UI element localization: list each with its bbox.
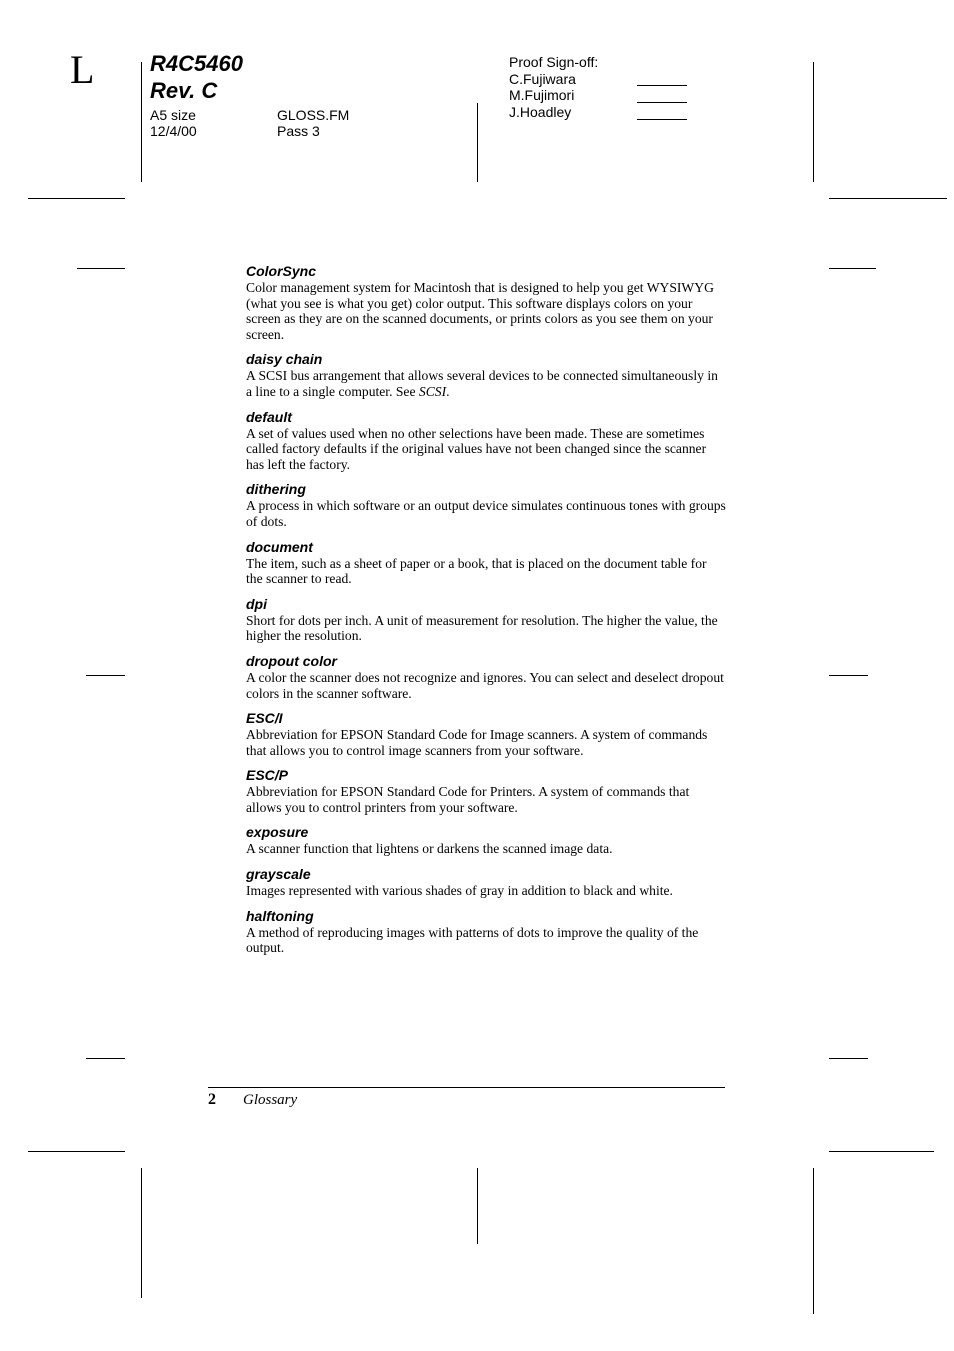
crop-mark-vertical bbox=[477, 1168, 478, 1244]
glossary-entry bbox=[246, 481, 726, 529]
page-number: 2 bbox=[208, 1091, 216, 1108]
glossary-definition: Short for dots per inch. A unit of measurement for resolution. The higher the value, the higher the resolution. bbox=[246, 612, 718, 644]
glossary-entry bbox=[246, 866, 726, 899]
glossary-entry bbox=[246, 409, 726, 473]
crop-mark-horizontal bbox=[28, 198, 125, 199]
crop-mark-horizontal bbox=[28, 1151, 125, 1152]
crop-mark-vertical bbox=[813, 62, 814, 182]
signer-name: C.Fujiwara bbox=[509, 71, 576, 87]
file-label: GLOSS.FM bbox=[277, 107, 350, 123]
glossary-term: grayscale bbox=[246, 866, 311, 883]
glossary-entry bbox=[246, 263, 726, 342]
crop-mark-vertical bbox=[141, 62, 142, 182]
glossary-term: ESC/I bbox=[246, 710, 283, 727]
glossary-definition: Images represented with various shades of gray in addition to black and white. bbox=[246, 883, 673, 899]
model-revision: Rev. C bbox=[150, 78, 218, 103]
crop-mark-horizontal bbox=[829, 268, 876, 269]
glossary-entry bbox=[246, 710, 726, 758]
glossary-definition: The item, such as a sheet of paper or a book, that is placed on the document table for the scanner to read. bbox=[246, 555, 707, 587]
glossary-term: ESC/P bbox=[246, 767, 289, 784]
glossary-entry bbox=[246, 596, 726, 644]
signer-name: J.Hoadley bbox=[509, 104, 572, 120]
crop-mark-vertical bbox=[141, 1168, 142, 1298]
glossary-definition: Abbreviation for EPSON Standard Code for Printers. A system of commands that allows you to control printers from your software. bbox=[246, 784, 690, 815]
glossary-definition: A process in which software or an output device simulates continuous tones with groups of dots. bbox=[246, 498, 726, 529]
crop-mark-vertical bbox=[477, 103, 478, 182]
glossary-term: exposure bbox=[246, 824, 309, 841]
glossary-definition: A scanner function that lightens or darkens the scanned image data. bbox=[246, 841, 613, 857]
model-number: R4C5460 bbox=[150, 51, 243, 76]
glossary-term: ColorSync bbox=[246, 263, 317, 279]
crop-mark-horizontal bbox=[86, 1058, 125, 1059]
signature-line bbox=[637, 85, 687, 86]
glossary-entry bbox=[246, 767, 726, 815]
definition-end: . bbox=[446, 383, 450, 399]
crop-mark-horizontal bbox=[829, 1151, 934, 1152]
crop-mark-horizontal bbox=[77, 268, 125, 269]
proof-signoff-title: Proof Sign-off: bbox=[509, 54, 599, 70]
crop-mark-vertical bbox=[813, 1168, 814, 1314]
date-label: 12/4/00 bbox=[150, 123, 197, 139]
glossary-list bbox=[246, 263, 726, 965]
glossary-term: dithering bbox=[246, 481, 306, 498]
definition-text: A SCSI bus arrangement that allows several devices to be connected simultaneously in a line to a single computer. See bbox=[246, 368, 718, 399]
crop-mark-horizontal bbox=[829, 1058, 868, 1059]
glossary-entry bbox=[246, 653, 726, 701]
glossary-entry bbox=[246, 908, 726, 956]
model-title bbox=[150, 50, 243, 104]
glossary-definition: A set of values used when no other selections have been made. These are sometimes called factory defaults if the original values have not been changed since the scanner has left the factory. bbox=[246, 425, 707, 472]
signature-line bbox=[637, 102, 687, 103]
glossary-term: dropout color bbox=[246, 652, 337, 669]
pass-label: Pass 3 bbox=[277, 123, 320, 139]
crop-mark-horizontal bbox=[86, 675, 125, 676]
glossary-entry bbox=[246, 351, 726, 399]
glossary-entry bbox=[246, 539, 726, 587]
glossary-term: document bbox=[246, 538, 313, 555]
crop-mark-horizontal bbox=[829, 198, 947, 199]
glossary-definition: Abbreviation for EPSON Standard Code for Image scanners. A system of commands that allows you to control image scanners from your software. bbox=[246, 727, 708, 758]
corner-letter: L bbox=[70, 47, 95, 92]
glossary-definition: A method of reproducing images with patterns of dots to improve the quality of the output. bbox=[246, 924, 699, 956]
size-label: A5 size bbox=[150, 107, 196, 123]
signer-name: M.Fujimori bbox=[509, 87, 575, 103]
signature-line bbox=[637, 119, 687, 120]
glossary-term: halftoning bbox=[246, 907, 314, 924]
crop-mark-horizontal bbox=[829, 675, 868, 676]
glossary-entry bbox=[246, 824, 726, 857]
glossary-definition: Color management system for Macintosh that is designed to help you get WYSIWYG (what you see is what you get) color output. This software displays colors on your screen as they are on the scanned documents, or prints colors as you see them on your screen. bbox=[246, 280, 714, 342]
footer-section-title: Glossary bbox=[243, 1092, 298, 1108]
glossary-term: daisy chain bbox=[246, 351, 323, 368]
glossary-definition bbox=[246, 368, 726, 399]
glossary-definition: A color the scanner does not recognize and ignores. You can select and deselect dropout colors in the scanner software. bbox=[246, 669, 724, 701]
glossary-term: dpi bbox=[246, 595, 267, 612]
cross-reference: SCSI bbox=[418, 383, 447, 399]
glossary-term: default bbox=[246, 408, 292, 425]
footer-rule bbox=[208, 1087, 725, 1088]
